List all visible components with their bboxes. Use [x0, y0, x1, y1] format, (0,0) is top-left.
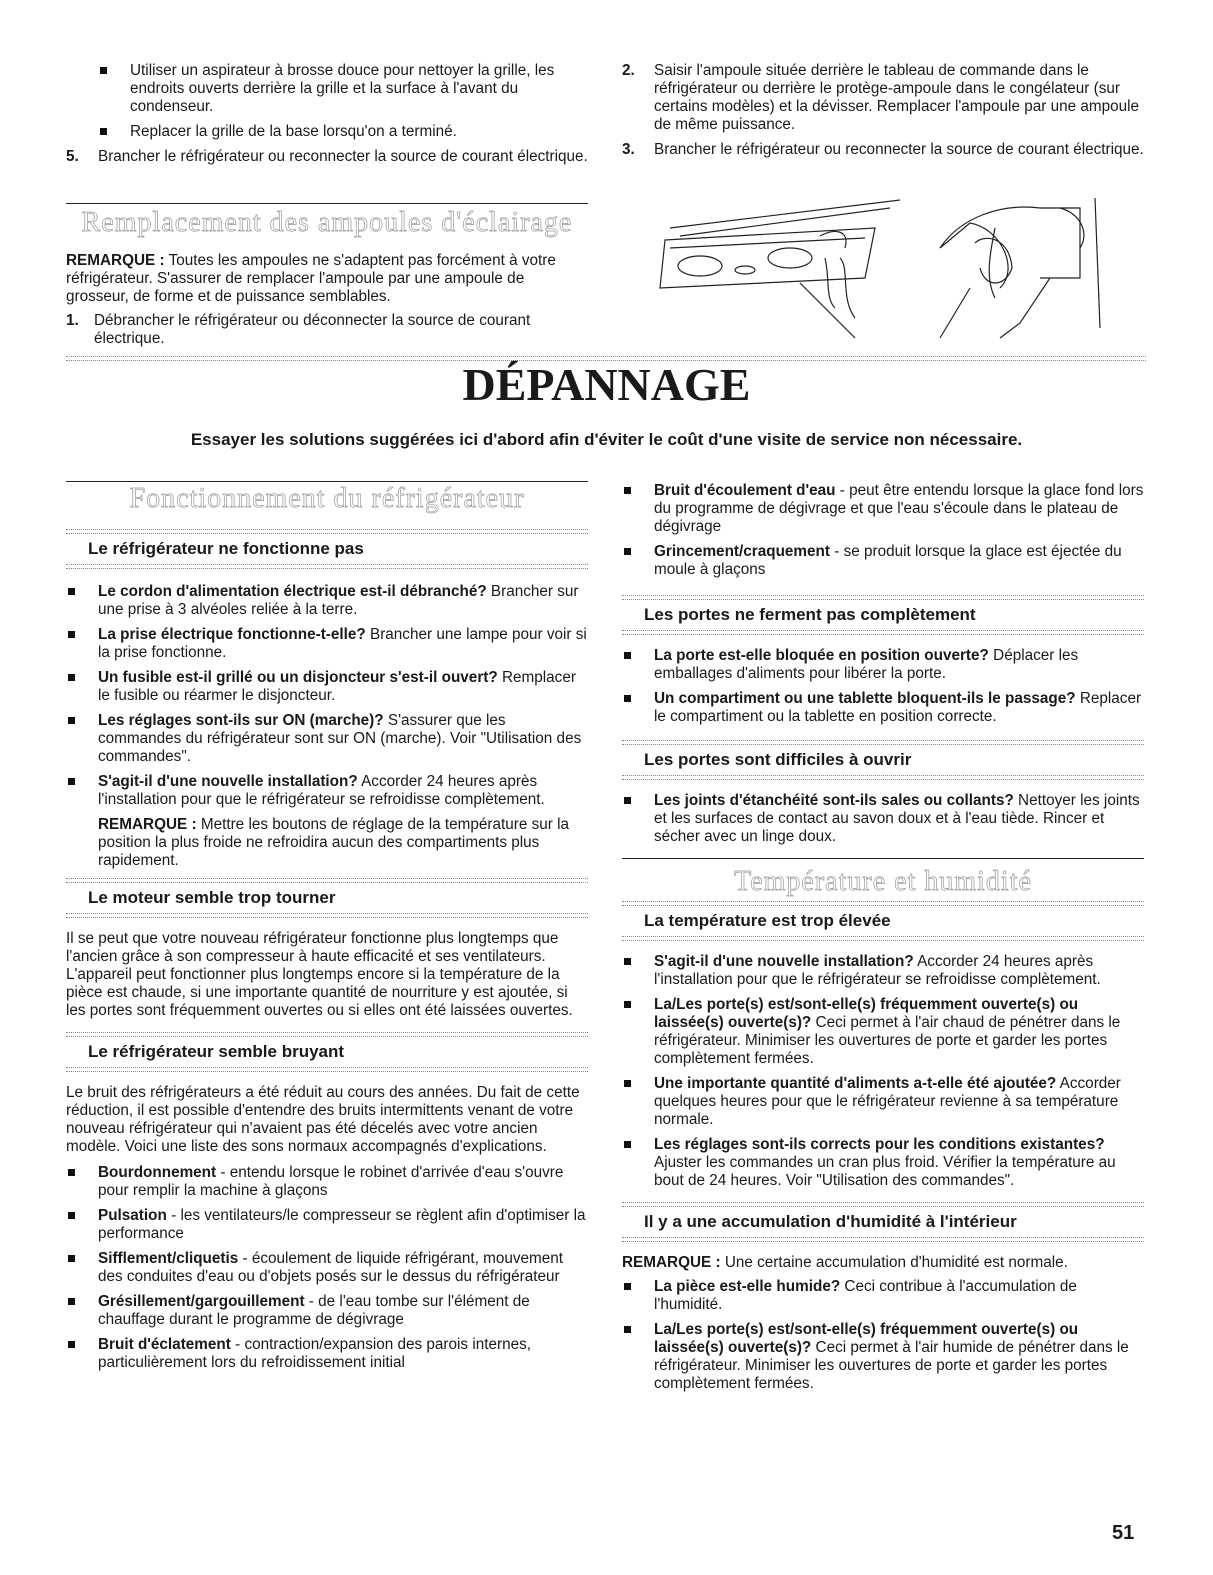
- paragraph: Le bruit des réfrigérateurs a été réduit au cours des années. Du fait de cette réduction, il est possible d'entendre des bruits intermittents venant de votre nouveau réfrigérateur qui n'avaient pas été décelés avec votre ancien modèle. Voici une liste des sons normaux accompagnés d'explications.: [66, 1084, 580, 1155]
- sound-name: Sifflement/cliquetis: [98, 1250, 239, 1267]
- answer: Ajuster les commandes un cran plus froid. Vérifier la température au bout de 24 heures. Voir "Utilisation des commandes".: [654, 1154, 1116, 1189]
- answer: Brancher sur une prise à 3 alvéoles reliée à la terre.: [98, 583, 579, 618]
- question: Les joints d'étanchéité sont-ils sales ou collants?: [654, 792, 1014, 809]
- divider: [66, 529, 588, 534]
- step-text: Saisir l'ampoule située derrière le tableau de commande dans le réfrigérateur ou derrière le protège-ampoule dans le congélateur (sur certains modèles) et la dévisser. Remplacer l'ampoule par une ampoule de même puissance.: [654, 62, 1140, 133]
- step-5: [66, 148, 588, 166]
- list-item: [66, 626, 588, 662]
- page-number: 51: [1112, 1522, 1135, 1544]
- section-title-temperature: Température et humidité: [734, 866, 1032, 897]
- question: La prise électrique fonctionne-t-elle?: [98, 626, 366, 643]
- tagline: Essayer les solutions suggérées ici d'abord afin d'éviter le coût d'une visite de service non nécessaire.: [190, 430, 1023, 449]
- step-2: [622, 62, 1144, 134]
- divider: [622, 775, 1144, 780]
- step-text: Brancher le réfrigérateur ou reconnecter la source de courant électrique.: [98, 148, 588, 165]
- list-item: [622, 1278, 1144, 1314]
- sound-description: - écoulement de liquide réfrigérant, mouvement des conduites d'eau ou d'objets posés sur le dessus du réfrigérateur: [98, 1250, 564, 1285]
- answer: S'assurer que les commandes du réfrigérateur sont sur ON (marche). Voir "Utilisation des commandes".: [98, 712, 582, 765]
- sound-description: - de l'eau tombe sur l'élément de chauffage durant le programme de dégivrage: [98, 1293, 530, 1328]
- subheading: Les portes sont difficiles à ouvrir: [644, 750, 912, 769]
- note-text: Toutes les ampoules ne s'adaptent pas forcément à votre réfrigérateur. S'assurer de remplacer l'ampoule par une ampoule de grosseur, de forme et de puissance semblables.: [66, 252, 556, 305]
- top-left-block: [66, 62, 588, 173]
- sound-name: Bruit d'écoulement d'eau: [654, 482, 836, 499]
- question: La/Les porte(s) est/sont-elle(s) fréquemment ouverte(s) ou laissée(s) ouverte(s)?: [654, 996, 1079, 1031]
- list-item: [66, 1293, 588, 1329]
- paragraph: Il se peut que votre nouveau réfrigérateur fonctionne plus longtemps que l'ancien grâce à son compresseur à haute efficacité et ses ventilateurs. L'appareil peut fonctionner plus longtemps encore si la température de la pièce est chaude, si une importante quantité de nourriture y est ajoutée, si les portes sont fréquemment ouvertes ou si elles ont été laissées ouvertes.: [66, 930, 573, 1019]
- answer: Nettoyer les joints et les surfaces de contact au savon doux et à l'eau tiède. Rincer et sécher avec un linge doux.: [654, 792, 1140, 845]
- list-item: [622, 792, 1144, 846]
- question: Le cordon d'alimentation électrique est-il débranché?: [98, 583, 487, 600]
- answer: Accorder 24 heures après l'installation pour que le réfrigérateur se refroidisse complètement.: [654, 953, 1101, 988]
- divider: [622, 1237, 1144, 1242]
- divider: [66, 878, 588, 883]
- sound-description: - peut être entendu lorsque la glace fond lors du programme de dégivrage et que l'eau s'écoule dans le plateau de dégivrage: [654, 482, 1144, 535]
- step-number: 5.: [66, 148, 79, 165]
- subheading: Le réfrigérateur semble bruyant: [88, 1042, 345, 1061]
- divider: [622, 740, 1144, 745]
- answer: Remplacer le fusible ou réarmer le disjoncteur.: [98, 669, 576, 704]
- subheading: Il y a une accumulation d'humidité à l'intérieur: [644, 1212, 1017, 1231]
- question: La/Les porte(s) est/sont-elle(s) fréquemment ouverte(s) ou laissée(s) ouverte(s)?: [654, 1321, 1079, 1356]
- list-item: [66, 1207, 588, 1243]
- step-number: 2.: [622, 62, 635, 79]
- list-item: [66, 669, 588, 705]
- divider: [622, 595, 1144, 600]
- sound-description: - contraction/expansion des parois internes, particulièrement lors du refroidissement initial: [98, 1336, 532, 1371]
- list-item: [66, 712, 588, 766]
- list-item: [66, 1164, 588, 1200]
- note: [66, 816, 588, 870]
- sound-description: - les ventilateurs/le compresseur se règlent afin d'optimiser la performance: [98, 1207, 586, 1242]
- list-item: [66, 1336, 588, 1372]
- right-column: [622, 482, 1144, 1400]
- list-item: [622, 543, 1144, 579]
- question: La porte est-elle bloquée en position ouverte?: [654, 647, 989, 664]
- step-3: [622, 141, 1144, 159]
- note-label: REMARQUE :: [98, 816, 197, 833]
- section-title-operation: Fonctionnement du réfrigérateur: [129, 483, 525, 514]
- divider: [622, 936, 1144, 941]
- list-item: [622, 1136, 1144, 1190]
- answer: Replacer le compartiment ou la tablette en position correcte.: [654, 690, 1142, 725]
- note: [66, 252, 588, 306]
- list-item: [622, 996, 1144, 1068]
- list-item: [622, 647, 1144, 683]
- list-item: [622, 1321, 1144, 1393]
- left-column: [66, 529, 588, 1379]
- subheading: La température est trop élevée: [644, 911, 891, 930]
- answer: Accorder quelques heures pour que le réfrigérateur revienne à sa température normale.: [654, 1075, 1121, 1128]
- subheading: Le réfrigérateur ne fonctionne pas: [88, 539, 364, 558]
- step-text: Brancher le réfrigérateur ou reconnecter la source de courant électrique.: [654, 141, 1144, 158]
- divider: [66, 203, 588, 204]
- sound-description: - se produit lorsque la glace est éjectée du moule à glaçons: [654, 543, 1122, 578]
- question: Un fusible est-il grillé ou un disjoncteur s'est-il ouvert?: [98, 669, 498, 686]
- sound-name: Bruit d'éclatement: [98, 1336, 231, 1353]
- divider: [622, 858, 1144, 859]
- list-item: [622, 953, 1144, 989]
- sound-name: Pulsation: [98, 1207, 167, 1224]
- list-item: [66, 773, 588, 809]
- note-text: Une certaine accumulation d'humidité est normale.: [720, 1254, 1068, 1271]
- list-item: Replacer la grille de la base lorsqu'on a terminé.: [98, 123, 588, 141]
- step-number: 1.: [66, 312, 79, 329]
- step-number: 3.: [622, 141, 635, 158]
- step-1: [66, 312, 588, 348]
- answer: Ceci contribue à l'accumulation de l'humidité.: [654, 1278, 1077, 1313]
- divider: [66, 481, 588, 482]
- question: Les réglages sont-ils sur ON (marche)?: [98, 712, 384, 729]
- note-label: REMARQUE :: [622, 1254, 721, 1271]
- question: La pièce est-elle humide?: [654, 1278, 841, 1295]
- divider: [66, 564, 588, 569]
- note-text: Mettre les boutons de réglage de la température sur la position la plus froide ne refroidira aucun des compartiments plus rapidement.: [98, 816, 570, 869]
- sound-name: Grésillement/gargouillement: [98, 1293, 305, 1310]
- subheading: Le moteur semble trop tourner: [88, 888, 336, 907]
- question: Une importante quantité d'aliments a-t-elle été ajoutée?: [654, 1075, 1057, 1092]
- note-label: REMARQUE :: [66, 252, 165, 269]
- question: S'agit-il d'une nouvelle installation?: [654, 953, 914, 970]
- step-text: Débrancher le réfrigérateur ou déconnecter la source de courant électrique.: [94, 312, 531, 347]
- sound-description: - entendu lorsque le robinet d'arrivée d'eau s'ouvre pour remplir la machine à glaçons: [98, 1164, 564, 1199]
- question: S'agit-il d'une nouvelle installation?: [98, 773, 358, 790]
- sound-name: Grincement/craquement: [654, 543, 830, 560]
- list-item: [66, 1250, 588, 1286]
- list-item: [622, 482, 1144, 536]
- answer: Déplacer les emballages d'aliments pour libérer la porte.: [654, 647, 1079, 682]
- list-item: [66, 583, 588, 619]
- sound-name: Bourdonnement: [98, 1164, 217, 1181]
- page-title: DÉPANNAGE: [462, 359, 751, 410]
- section-title-bulbs: Remplacement des ampoules d'éclairage: [81, 207, 573, 238]
- question: Les réglages sont-ils corrects pour les conditions existantes?: [654, 1136, 1105, 1153]
- list-item: [622, 1075, 1144, 1129]
- answer: Brancher une lampe pour voir si la prise fonctionne.: [98, 626, 587, 661]
- question: Un compartiment ou une tablette bloquent-ils le passage?: [654, 690, 1076, 707]
- answer: Ceci permet à l'air humide de pénétrer dans le réfrigérateur. Minimiser les ouvertures de porte et garder les portes complètement fermées.: [654, 1339, 1129, 1392]
- divider: [66, 1032, 588, 1037]
- divider: [66, 1067, 588, 1072]
- divider: [622, 630, 1144, 635]
- divider: [622, 901, 1144, 906]
- bulb-note-block: [66, 252, 588, 355]
- divider: [622, 1202, 1144, 1207]
- answer: Accorder 24 heures après l'installation pour que le réfrigérateur se refroidisse complètement.: [98, 773, 545, 808]
- top-right-block: [622, 62, 1144, 166]
- divider: [66, 913, 588, 918]
- list-item: Utiliser un aspirateur à brosse douce pour nettoyer la grille, les endroits ouverts derrière la grille et la surface à l'avant du condenseur.: [98, 62, 588, 116]
- answer: Ceci permet à l'air chaud de pénétrer dans le réfrigérateur. Minimiser les ouvertures de porte et garder les portes complètement fermées.: [654, 1014, 1121, 1067]
- bulb-replacement-illustration: [640, 188, 1130, 348]
- list-item: [622, 690, 1144, 726]
- note: [622, 1254, 1144, 1272]
- subheading: Les portes ne ferment pas complètement: [644, 605, 976, 624]
